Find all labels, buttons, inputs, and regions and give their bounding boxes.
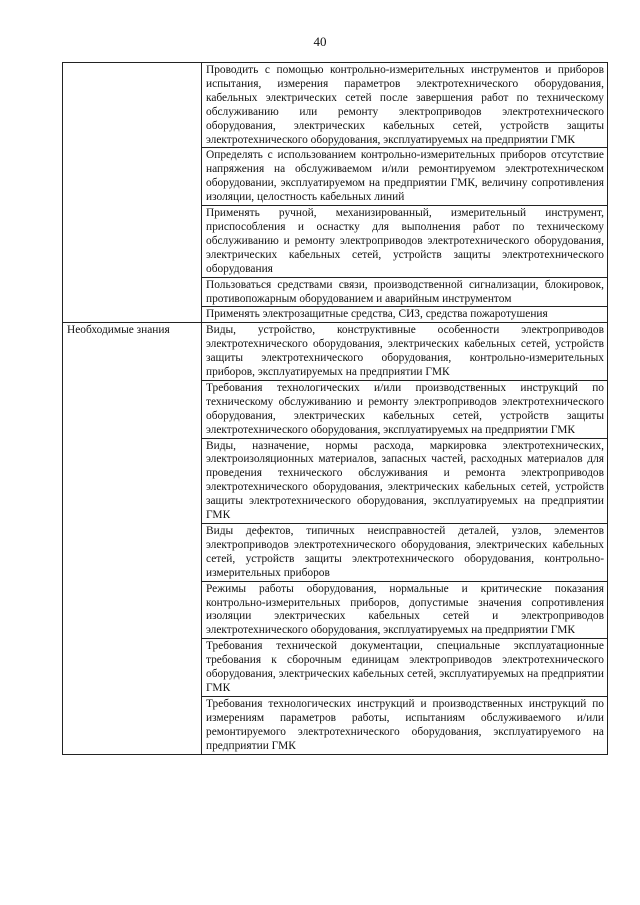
knowledge-item: Требования технологических инструкций и производственных инструкций по измерениям параметров работы, испытаниям обслуживаемого и/или ремонтируемого электротехнического оборудования, эксплуатируемого на предприятии ГМК	[202, 696, 608, 754]
table-row	[63, 380, 608, 438]
knowledge-item: Требования технологических и/или производственных инструкций по техническому обслуживанию и ремонту электроприводов электротехнического оборудования, электрических кабельных сетей, устройств защиты электротехнического оборудования, эксплуатируемых на предприятии ГМК	[202, 380, 608, 438]
table-row	[63, 148, 608, 206]
section-label-continued	[63, 148, 202, 206]
knowledge-section	[63, 323, 608, 754]
knowledge-item: Режимы работы оборудования, нормальные и критические показания контрольно-измерительных приборов, допустимые значения сопротивления изоляции электрических кабельных сетей и электроприводов электротехнического оборудования, эксплуатируемых на предприятии ГМК	[202, 581, 608, 639]
knowledge-item: Виды, назначение, нормы расхода, маркировка электротехнических, электроизоляционных материалов, запасных частей, расходных материалов для проведения технического обслуживания и ремонта электроприводов электротехнического оборудования, электрических кабельных сетей, устройств защиты электротехнического оборудования, эксплуатируемых на предприятии ГМК	[202, 438, 608, 523]
section-label-continued	[63, 307, 202, 323]
table-row	[63, 524, 608, 582]
table-row	[63, 63, 608, 148]
section-label-continued	[63, 206, 202, 278]
section-label-continued	[63, 277, 202, 307]
knowledge-item: Виды, устройство, конструктивные особенности электроприводов электротехнического оборудования, электрических кабельных сетей, устройств защиты электротехнического оборудования, контрольно-измерительных приборов, эксплуатируемых на предприятии ГМК	[202, 323, 608, 381]
section-label	[63, 63, 202, 148]
section-label: Необходимые знания	[63, 323, 202, 381]
section-label-continued	[63, 524, 202, 582]
table-row	[63, 307, 608, 323]
skill-item: Применять электрозащитные средства, СИЗ, средства пожаротушения	[202, 307, 608, 323]
knowledge-item: Виды дефектов, типичных неисправностей деталей, узлов, элементов электроприводов электротехнического оборудования, электрических кабельных сетей, устройств защиты электротехнического оборудования, контрольно-измерительных приборов	[202, 524, 608, 582]
table-row	[63, 323, 608, 381]
table-row	[63, 206, 608, 278]
table-row	[63, 581, 608, 639]
table-row	[63, 639, 608, 697]
section-label-continued	[63, 438, 202, 523]
section-label-continued	[63, 639, 202, 697]
skill-item: Определять с использованием контрольно-измерительных приборов отсутствие напряжения на обслуживаемом и/или ремонтируемом электротехническом оборудовании, эксплуатируемом на предприятии ГМК, величину сопротивления изоляции, целостность кабельных линий	[202, 148, 608, 206]
skills-section	[63, 63, 608, 323]
skill-item: Применять ручной, механизированный, измерительный инструмент, приспособления и оснастку для выполнения работ по техническому обслуживанию и ремонту электроприводов электротехнического оборудования, электрических кабельных сетей, устройств защиты электротехнического оборудования	[202, 206, 608, 278]
page-number: 40	[313, 34, 327, 49]
section-label-continued	[63, 380, 202, 438]
section-label-continued	[63, 696, 202, 754]
table-row	[63, 277, 608, 307]
skill-item: Проводить с помощью контрольно-измерительных инструментов и приборов испытания, измерения параметров электротехнического оборудования, кабельных электрических сетей после завершения работ по техническому обслуживанию или ремонту электроприводов электротехнического оборудования, электрических кабельных сетей, устройств защиты электротехнического оборудования, эксплуатируемых на предприятии ГМК	[202, 63, 608, 148]
knowledge-item: Требования технической документации, специальные эксплуатационные требования к сборочным единицам электроприводов электротехнического оборудования, электрических кабельных сетей, эксплуатируемых на предприятии ГМК	[202, 639, 608, 697]
table-row	[63, 438, 608, 523]
skill-item: Пользоваться средствами связи, производственной сигнализации, блокировок, противопожарным оборудованием и аварийным инструментом	[202, 277, 608, 307]
requirements-table	[62, 62, 608, 755]
table-row	[63, 696, 608, 754]
section-label-continued	[63, 581, 202, 639]
